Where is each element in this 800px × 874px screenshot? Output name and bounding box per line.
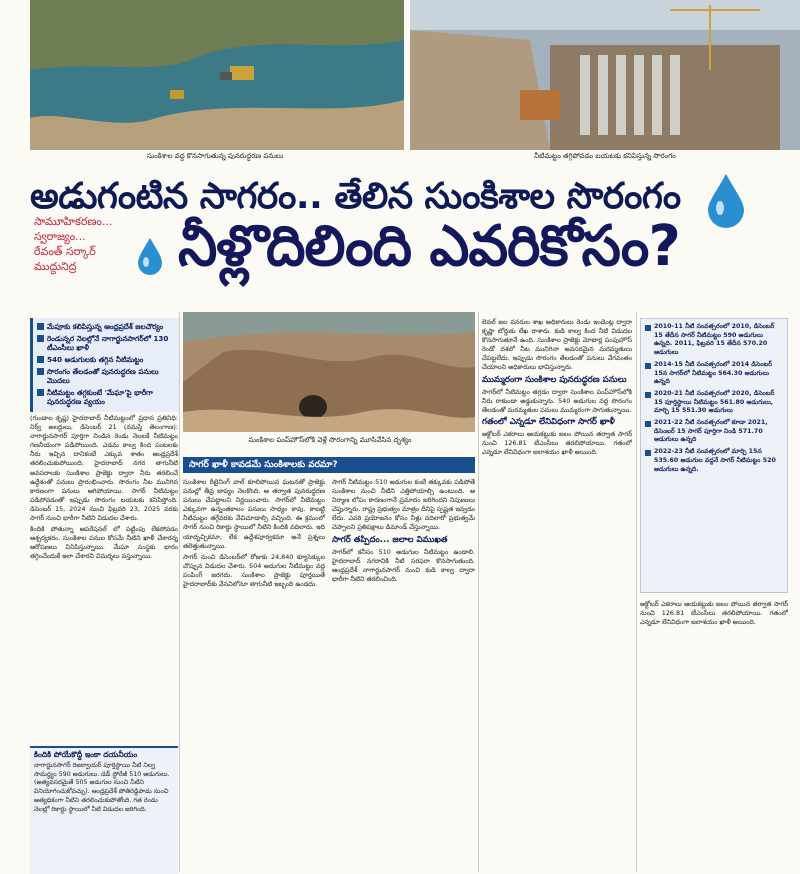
bullet-icon (645, 421, 651, 427)
stat-item (645, 419, 783, 445)
headline-big: నీళ్లొదిలింది ఎవరికోసం? (178, 214, 680, 279)
article-column-5 (640, 600, 788, 874)
left-photo (30, 0, 404, 150)
highlight-text: రెండున్నర నెలల్లోనే నాగార్జునసాగర్‌లో 130 టీఎంసీలు ఖాళీ (47, 334, 169, 352)
bullet-icon (645, 392, 651, 398)
column-divider (636, 312, 637, 872)
column-divider (179, 312, 180, 872)
paragraph: సాగర్‌లో నీటిమట్టం తగ్గడం ద్వారా సుంకిశాల పంప్‌హౌస్‌లోకి నీరు రాకుండా అడ్డుకున్నారు. 540 అడుగుల వద్ద సొరంగం తేలడంతో మరమ్మతుల పనులు ముమ్మరంగా సాగుతున్నాయి. (482, 387, 632, 414)
paragraph: సాగర్ నీటిమట్టం 510 అడుగుల కంటే తక్కువకు పడిపోతే సుంకిశాల నుంచి నీటిని ఎత్తిపోయాల్సి ఉంటుంది. ఆ నిర్మాణ లోపం కారణంగానే ప్రమాదం జరిగిందని నిపుణులు చెప్తున్నారు. రాష్ట్ర ప్రభుత్వం మాత్రం దీనిపై స్పష్టత ఇవ్వడం లేదు. ఎవరి ప్రయోజనం కోసం నీళ్లు వదిలారో ప్రభుత్వమే చెప్పాలని ప్రతిపక్షాలు డిమాండ్ చేస్తున్నాయి. (332, 478, 475, 532)
closed-tunnel-image (183, 312, 475, 432)
highlight-item (37, 388, 176, 406)
highlight-item (37, 355, 176, 364)
stat-item (645, 390, 783, 416)
highlight-item (37, 367, 176, 385)
bullet-icon (645, 363, 651, 369)
paragraph: లెవల్ జల వనరుల శాఖ అధికారులు రెండు ఇండెంట్ల ద్వారా కృష్ణా బోర్డుకు లేఖ రాశారు. కుడి కాల్వ కింద నీటి విడుదల కొనసాగుతూనే ఉంది. సుంకిశాల ప్రాజెక్టు మోటార్ల పంపుహౌస్ రెండో దశలో నీట మునిగినా అవసరమైన మరమ్మతులు చేపట్టలేదు. ఇప్పుడు సొరంగం తేలడంతో పనులు వేగవంతం చేయాలని అధికారులు భావిస్తున్నారు. (482, 318, 632, 372)
paragraph: కిందికి పోతున్నా ఆపరేషనల్ లో పట్టింపు లేకపోవడం ఆశ్చర్యకరం. సుంకిశాల పనుల కోసమే నీటిని ఖాళీ చేశారన్న ఆరోపణలు వినిపిస్తున్నాయి. మేఘా సంస్థకు భారం తగ్గించేందుకే ఇలా చేశారని విమర్శలు వస్తున్నాయి. (30, 525, 178, 561)
article-column-3 (332, 478, 475, 874)
article-column-1 (30, 414, 178, 739)
right-photo-caption: నీటిమట్టం తగ్గిపోవడం బయటకు కనిపిస్తున్న సొరంగం (534, 152, 676, 160)
paragraph: అక్టోబర్ ఎకరాలు ఆయకట్టుకు జలం పోయిన తర్వాత సాగర్ నుంచి 126.81 టీఎంసీలు తరలిపోయాయి. గతంలో ఎన్నడూ లేనివిధంగా జలాశయం ఖాళీ అయింది. (482, 430, 632, 457)
subheading: గతంలో ఎన్నడూ లేనివిధంగా సాగర్ ఖాళీ (482, 416, 615, 427)
highlight-item (37, 334, 176, 352)
paragraph: సాగర్ నుంచి డిసెంబర్‌లో రోజుకు 24,840 క్యూసెక్కుల చొప్పున విడుదల చేశారు. 504 అడుగుల నీటిమట్టం వద్ద పంపింగ్ జరగదు. సుంకిశాల ప్రాజెక్టు పూర్తయితే హైదరాబాద్‌కు వేసవిలోనూ తాగునీటి ఇబ్బంది ఉండదు. (183, 552, 325, 589)
subheading: సాగర్ తప్పిదం... జలాల విముఖత (332, 534, 448, 545)
bullet-icon (645, 325, 651, 331)
section-heading: సాగర్ ఖాళీ కావడమే సుంకిశాలకు వరమా? (183, 457, 475, 473)
byline-line: స్వరాజ్యం... (34, 230, 86, 243)
bullet-icon (37, 389, 44, 396)
highlights-box (30, 318, 180, 412)
statistics-box (640, 318, 788, 593)
stat-item (645, 323, 783, 358)
stat-text: 2010-11 నీటి సంవత్సరంలో 2010, డిసెంబర్ 15 తేదీన సాగర్ నీటిమట్టం 590 అడుగులు ఉన్నది. 2011, ఫిబ్రవరి 15 తేదీన 570.20 అడుగులు (654, 323, 775, 357)
column-divider (478, 312, 479, 872)
bullet-icon (37, 335, 44, 342)
article-column-4 (482, 318, 632, 874)
sidebar-box (30, 746, 178, 874)
article-column-2 (183, 478, 325, 874)
stat-text: 2020-21 నీటి సంవత్సరంలో 2020, డిసెంబర్ 15 పూర్తిస్థాయి నీటిమట్టం 561.80 అడుగులు, మార్చి 15 551.30 అడుగులు (654, 389, 775, 415)
byline-line: రేవంత్ సర్కార్ (34, 245, 96, 258)
highlight-text: మేపూకు కలిపిస్తున్న ఆంధ్రప్రదేశ్ జలచౌర్యం (47, 322, 164, 331)
highlight-text: 540 అడుగులకు తగ్గిన నీటిమట్టం (47, 355, 144, 364)
middle-photo (183, 312, 475, 432)
highlight-text: నీటిమట్టం తగ్గకుంటే 'మేఘా'పై భారీగా పునరుద్ధరణ వ్యయం (47, 388, 153, 406)
stat-text: 2021-22 నీటి సంవత్సరంలో కూడా 2021, డిసెంబర్ 15 సాగర్ పూర్తిగా నిండి 571.70 అడుగులు ఉన్నది (654, 419, 768, 444)
highlight-text: సొరంగం తేలడంతో పునరుద్ధరణ పనులు మొదలు (47, 367, 159, 385)
bullet-icon (37, 368, 44, 375)
tunnel-construction-image (410, 0, 800, 150)
stat-item (645, 448, 783, 474)
headline-main: అడుగంటిన సాగరం.. తేలిన సుంకిశాల సొరంగం (30, 176, 681, 217)
bullet-icon (37, 323, 44, 330)
bullet-icon (645, 450, 651, 456)
paragraph: (గుండాల కృష్ణ) హైదరాబాద్ నీటిమట్టంలో ప్రధాన ప్రతినిధి: నిర్వ్ అలర్టులు, డిసెంబర్ 21 (నమస్తే తెలంగాణ): నాగార్జునసాగర్ పూర్తిగా నిండిన రెండు నెలలకే నీటిమట్టం గణనీయంగా పడిపోయింది. ఎడమ కాల్వ కింద పంటలకు నీరు ఇచ్చిన దానికంటే ఎక్కువ శాతం ఆంధ్రప్రదేశ్ తరలించుకుపోయింది. హైదరాబాద్ నగర తాగునీటి అవసరాలకు సుంకిశాల ప్రాజెక్టు ద్వారా నీరు తరలించే ఉద్దేశంతో పనులు ప్రారంభించారు. సొరంగం నీట మునిగిన కారణంగా పనులు ఆగిపోయాయి. సాగర్ నీటిమట్టం పడిపోవడంతో ఇప్పుడు సొరంగం బయటకు కనిపిస్తోంది. డిసెంబర్ 15, 2024 నుంచి ఫిబ్రవరి 23, 2025 వరకు సాగర్ నుంచి భారీగా నీటిని విడుదల చేశారు. (30, 414, 178, 523)
middle-photo-caption: సుంకిశాల పంప్‌హౌస్‌లోకి వెళ్లే సొరంగాన్ని మూసివేసిన దృశ్యం (248, 436, 412, 444)
paragraph: సాగర్‌లో కనీసం 510 అడుగుల నీటిమట్టం ఉండాలి. హైదరాబాద్ నగరానికి నీటి సరఫరా కొనసాగుతుంది. ఆంధ్రప్రదేశ్ నాగార్జునసాగర్ నుంచి కుడి కాల్వ ద్వారా భారీగా నీటిని తరలించింది. (332, 547, 475, 583)
stat-text: 2022-23 నీటి సంవత్సరంలో మార్చి 15న 535.60 అడుగుల వద్దనే సాగర్ నీటిమట్టం 520 అడుగులు ఉన్నది. (654, 448, 776, 473)
reservoir-shore-image (30, 0, 404, 150)
water-drop-icon (706, 172, 746, 228)
paragraph: అక్టోబర్ ఎకరాలు ఆయకట్టుకు జలం పోయిన తర్వాత సాగర్ నుంచి 126.81 టీఎంసీలు తరలిపోయాయి. గతంలో ఎన్నడూ లేనివిధంగా జలాశయం ఖాళీ అయింది. (640, 600, 788, 627)
byline-line: ముద్దునిద్ర (34, 260, 77, 273)
highlight-item (37, 322, 176, 331)
stat-item (645, 361, 783, 387)
byline-line: సామూహికరణం... (34, 215, 113, 228)
stat-text: 2014-15 నీటి సంవత్సరంలో 2014 డిసెంబర్ 15న సాగర్‌లో నీటిమట్టం 564.30 అడుగులు ఉన్నది (654, 360, 773, 386)
bullet-icon (37, 356, 44, 363)
sidebar-title: కిందికి పోయేకొద్దీ ఇంకా దయనీయం (34, 750, 138, 759)
sidebar-text: నాగార్జునసాగర్ రిజర్వాయర్ పూర్తిస్థాయి నీటి నిల్వ సామర్థ్యం 590 అడుగులు. డెడ్ స్టోరేజీ 510 అడుగులు. (అత్యవసరమైతే 505 అడుగుల నుంచి నీటిని వినియోగించుకోవచ్చు). ఆంధ్రప్రదేశ్ పోతిరెడ్డిపాడు నుంచి అత్యధికంగా నీటిని తరలించుకుపోతోంది. గత రెండు నెలల్లో రికార్డు స్థాయిలో నీటి విడుదల జరిగింది. (34, 761, 170, 813)
byline (34, 214, 149, 274)
right-photo (410, 0, 800, 150)
paragraph: సుంకిశాల రీటైనింగ్ వాల్ కూలిపోయిన ఘటనతో ప్రాజెక్టు పనుల్లో తీవ్ర జాప్యం నెలకొంది. ఆ తర్వాత పునరుద్ధరణ పనులు చేపట్టాలని నిర్ణయించారు. సాగర్‌లో నీటిమట్టం ఎక్కువగా ఉన్నంతకాలం పనులు సాధ్యం కావు. కాబట్టి నీటిమట్టం తగ్గేవరకు వేచిచూడాల్సి వచ్చింది. ఈ క్రమంలో సాగర్ నుంచి రికార్డు స్థాయిలో నీటిని కిందికి వదిలారు. ఇది యాదృచ్ఛికమా, లేక ఉద్దేశపూర్వకమా అనే ప్రశ్నలు తలెత్తుతున్నాయి. (183, 478, 325, 550)
left-photo-caption: సుంకిశాల వద్ద కొనసాగుతున్న పునరుద్ధరణ పనులు (146, 152, 284, 160)
subheading: ముమ్మరంగా సుంకిశాల పునరుద్ధరణ పనులు (482, 374, 627, 385)
